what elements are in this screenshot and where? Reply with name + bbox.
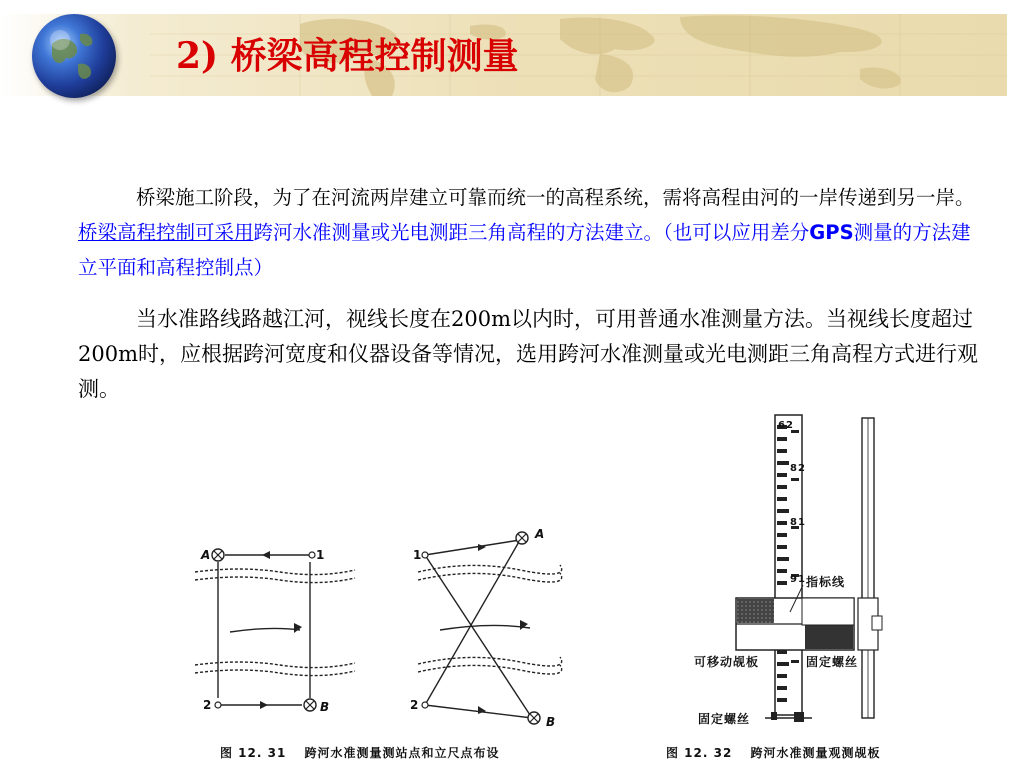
staff-digit-2: 82: [790, 463, 806, 474]
label-pointer-line: 指标线: [806, 575, 846, 589]
label-fixed-screw-bottom: 固定螺丝: [698, 712, 751, 726]
label-2-right: 2: [410, 698, 420, 712]
label-1-right: 1: [413, 548, 423, 562]
label-A-left: A: [201, 548, 212, 562]
highlight-link-text: 桥梁高程控制可采用: [78, 221, 254, 244]
figure-12-32-caption: 图 12. 32 跨河水准测量观测觇板: [666, 746, 881, 760]
staff-digit-3: 81: [790, 517, 806, 528]
label-B-right: B: [546, 715, 557, 729]
highlight-text: 跨河水准测量或光电测距三角高程的方法建立。（也可以应用差分: [253, 221, 810, 244]
label-1-left: 1: [316, 548, 326, 562]
gps-text: GPS: [809, 221, 854, 244]
staff-digit-1: 62: [778, 420, 794, 431]
label-movable-board: 可移动觇板: [694, 655, 760, 669]
label-B-left: B: [320, 700, 331, 714]
method-text: 当水准路线路越江河，视线长度在200m以内时，可用普通水准测量方法。当视线长度超过200m时，应根据跨河宽度和仪器设备等情况，选用跨河水准测量或光电测距三角高程方式进行观测。: [78, 307, 978, 401]
figure-12-31-caption: 图 12. 31 跨河水准测量测站点和立尺点布设: [220, 746, 500, 760]
label-A-right: A: [535, 527, 546, 541]
staff-digit-4: 91: [790, 574, 806, 585]
label-fixed-screw-right: 固定螺丝: [806, 655, 859, 669]
page-title: 2) 桥梁高程控制测量: [176, 35, 519, 77]
highlight-text-end: 测量的方法建立平面和高程控制点）: [78, 221, 971, 279]
intro-text: 桥梁施工阶段，为了在河流两岸建立可靠而统一的高程系统，需将高程由河的一岸传递到另一岸。: [136, 186, 975, 209]
label-2-left: 2: [203, 698, 213, 712]
